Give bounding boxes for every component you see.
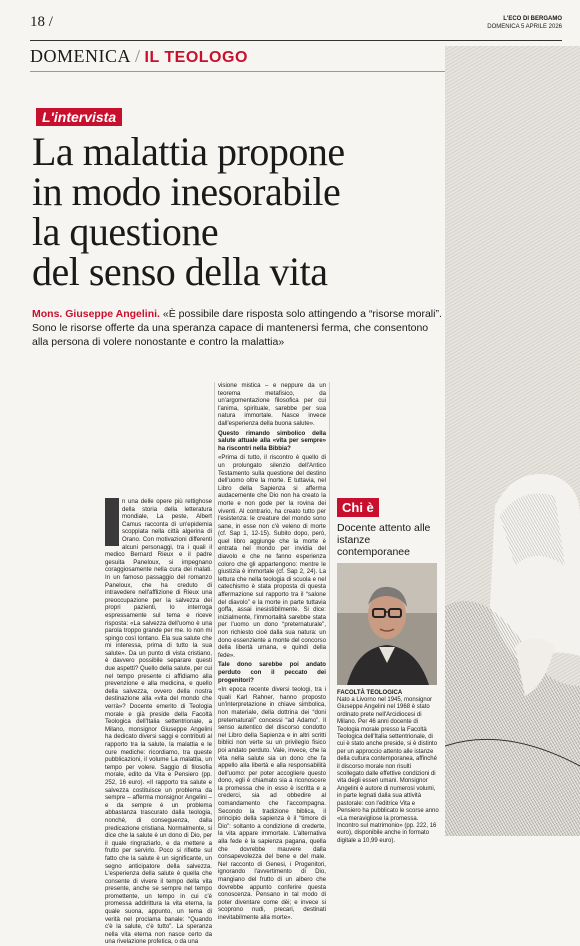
body-column-1 <box>105 498 212 946</box>
subsection-name: IL TEOLOGO <box>144 49 248 66</box>
column-divider <box>329 382 330 830</box>
drop-cap <box>105 498 119 546</box>
headline <box>32 129 452 294</box>
engraving-illustration <box>445 46 580 836</box>
column-divider <box>214 382 215 830</box>
paper-name: L'ECO DI BERGAMO <box>503 16 562 22</box>
body-text: visione mistica – e neppure da un teorema metafisico, da un'argomentazione filosofica per cui l'anima, spirituale, sarebbe per sua natura immortale. Nasce invece dall'esperienza della buona salute». <box>218 382 326 427</box>
sidebar-title: Chi è <box>337 498 379 517</box>
headline-line: del senso della vita <box>32 249 328 294</box>
page-number: 18 / <box>30 14 53 30</box>
section-name: DOMENICA <box>30 46 131 66</box>
interview-question: Questo rimando simbolico della salute attuale alla «vita per sempre» ha riscontri nella Bibbia? <box>218 429 326 452</box>
interview-question: Tale dono sarebbe poi andato perduto con il peccato dei progenitori? <box>218 661 326 684</box>
issue-date: DOMENICA 5 APRILE 2026 <box>487 24 562 30</box>
article-kicker: L'intervista <box>36 108 122 126</box>
portrait-photo <box>337 563 437 685</box>
headline-line: in modo inesorabile <box>32 169 341 214</box>
section-header: DOMENICA / IL TEOLOGO <box>30 46 248 66</box>
caption-heading: FACOLTÀ TEOLOGICA <box>337 690 403 696</box>
interview-answer: «Prima di tutto, il riscontro è quello di un prolungato silenzio dell'Antico Testamento sulla questione del destino dell'uomo oltre la morte. E tuttavia, nel Libro della Sapienza si afferma audacemente che Dio non ha creato la morte e non gode per la rovina dei viventi. Al contrario, ha creato tutto per l'esistenza: le creature del mondo sono sane, in esse non c'è veleno di morte (cf. Sap 1, 12-15). Subito dopo, però, quel libro aggiunge che la morte è entrata nel mondo per invidia del diavolo e che ne fanno esperienza coloro che gli appartengono: mentre le giustizia è immortale (cf. Sap 2, 24). La lettura che nella teologia di scuola e nel catechismo è stata proposta di questa affermazione sul rapporto tra il “salone del diavolo” e la morte in parte tuttavia goffa, assai inesistibilmente. Si dice: inizialmente, l'immortalità sarebbe stata per l'uomo un dono “preternaturale”, non richiesto cioè dalla sua natura: un dono essenziente a monte del concorso della libertà umana, e quindi della fede». <box>218 454 326 659</box>
top-rule <box>30 40 562 41</box>
interviewee-name: Mons. Giuseppe Angelini. <box>32 308 160 320</box>
headline-line: La malattia propone <box>32 129 345 174</box>
sidebar-box <box>337 498 439 558</box>
interview-answer: «In epoca recente diversi teologi, tra i quali Karl Rahner, hanno proposto un'interpretazione in chiave simbolica, non materiale, della dottrina dei “doni preternaturali” concessi “ad Adamo”. Il senso autentico del discorso condotto nel Libro della Sapienza e in altri scritti biblici non verte su un privilegio fisico poi andato perduto. Vale, invece, che la vita nella salute sia un dono che fa appello alla libertà e alla responsabilità dell'uomo: per poter accogliere questo dono, egli è chiamato sia a riconoscere la promessa che in esso è iscritta e a crederci, sia ad obbedire al comandamento che l'accompagna. Secondo la tradizione biblica, il principio della sapienza è il “timore di Dio”: soltanto a condizione di crederte, la vita appare immortale. L'alternativa alla fede è la sapienza pagana, quella che dovrebbe mauvere dalla consapevolezza del bene e del male. Nel racconto di Genesi, i Progenitori, ignorando l'avvertimento di Dio, mangiano del frutto di un albero che dovrebbe appunto conferire questa conoscenza. Pensano in tal modo di poter diventare come dèi; e invece si scoprono nudi, precari, destinati inevitabilmente alla morte». <box>218 686 326 921</box>
standfirst-text: «È possibile dare risposta solo attingendo a “risorse morali”. Sono le risorse offerte da una speranza capace di mantenersi ferma, che consentono alla persona di volere nonostante e contro la malattia» <box>32 308 442 348</box>
sidebar-subtitle: Docente attento alle istanze contemporanee <box>337 522 431 558</box>
caption-text: Nato a Livorno nel 1945, monsignor Giuseppe Angelini nel 1968 è stato ordinato prete nell'Arcidiocesi di Milano. Per 46 anni docente di Teologia morale presso la Facoltà Teologica dell'Italia settentrionale, di cui è stato anche preside, si è distinto per un approccio attento alle istanze della cultura contemporanea, affinché il discorso morale non risulti scollegato dalle effettive condizioni di vita degli esseri umani. Monsignor Angelini è autore di numerosi volumi, in parte legnati dalla sua attività pastorale: con l'editrice Vita e Pensiero ha pubblicato le scorse anno «La meravigliose la promessa. Incontro sul matrimonio» (pp. 222, 16 euro), disponibile anche in formato digitale a 10,99 euro). <box>337 697 439 844</box>
masthead <box>487 15 562 31</box>
body-column-2 <box>218 382 326 922</box>
standfirst <box>32 307 442 349</box>
body-text: n una delle opere più rettighose della storia della letteratura mondiale, La peste, Albert Camus racconta di un'epidemia scoppiata nella città algerina di Orano. Con motivazioni differenti alcuni personaggi, tra i quali il medico Bernard Rieux e il padre gesuita Paneloux, si impegnano coraggiosamente nella cura dei malati. In un famoso passaggio del romanzo Paneloux, che ha creduto di intravedere nell'afflizione di Rieux una preoccupazione per la salvezza dei propri pazienti, lo interroga espressamente sul tema e riceve risposta: «La salvezza dell'uomo è una parola troppo grande per me. Io non mi spingo così lontano. Ela sua salute che mi interessa, prima di tutto la sua salute». Da un punto di vista cristiano, è davvero possibile separare questi due aspetti? Quello della salute, per cui nel tempo presente ci affidiamo alla prevenzione e alla medicina, e quello della salvezza, ovvero della nostra destinazione alla «vita del mondo che verrà»? Docente emerito di Teologia morale e già preside della Facoltà Teologica dell'Italia settentrionale, a Milano, monsignor Giuseppe Angelini ha dedicato diversi saggi e contributi al rapporto tra la salute, la malattia e le cure mediche: ricordiamo, tra queste pubblicazioni, il volume La malattia, un tempo per volere. Saggio di filosofia morale, edito da Vita e Pensiero (pp. 252, 16 euro). «Il rapporto tra salute e salvezza costituisce un problema da sempre – afferma monsignor Angelini – e da sempre è un problema abbastanza trascurato dalla teologia, nonché, di conseguenza, dalla predicazione cristiana. Normalmente, si dice che la salute è un dono di Dio, per il quale ringraziarlo, e da mettere a frutto per servirlo. Poco si riflette sul fatto che la salute è un significante, un segno anticipatore della salvezza. L'esperienza della salute è quella che consente di vivere il tempo della vita presente, anche se sempre nel tempo promettente, un tempo in cui c'è promessa addirittura la vita eterna, la quale suona, appunto, un tema di verità nel proclama banale: “Quando c'è la salute, c'è tutto”. La speranza nella vita eterna non nasce certo da una rivelazione profetica, o da una <box>105 498 212 946</box>
headline-line: la questione <box>32 209 219 254</box>
